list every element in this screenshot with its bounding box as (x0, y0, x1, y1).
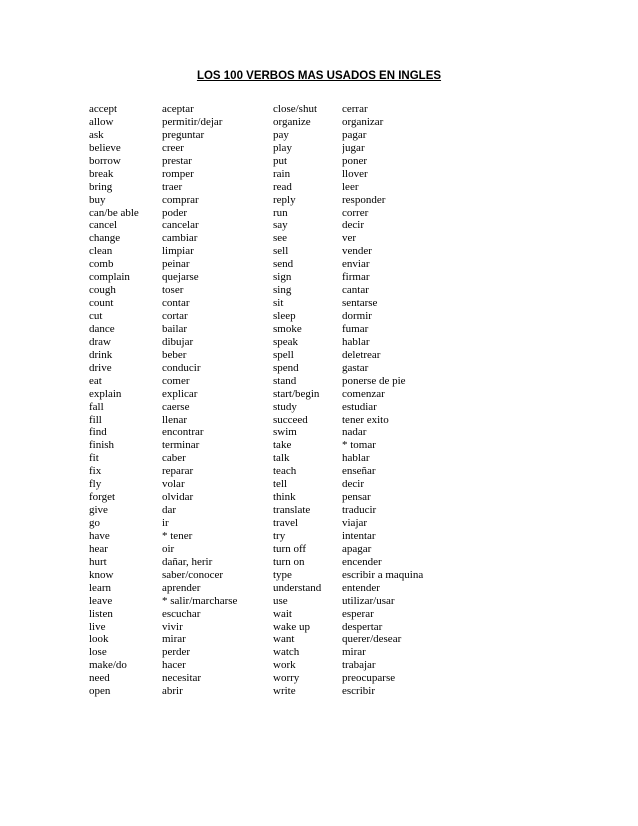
table-row (89, 491, 609, 504)
english-verb-2: wake up (273, 620, 310, 633)
english-verb-2: worry (273, 672, 300, 685)
english-verb-2: send (273, 258, 294, 271)
english-verb-1: have (89, 529, 110, 542)
english-verb-1: hurt (89, 555, 107, 568)
spanish-translation-1: cancelar (162, 219, 199, 232)
table-row (89, 142, 609, 155)
spanish-translation-2: ponerse de pie (342, 374, 406, 387)
table-row (89, 401, 609, 414)
spanish-translation-2: pensar (342, 491, 371, 504)
spanish-translation-1: contar (162, 297, 190, 310)
table-row (89, 543, 609, 556)
english-verb-1: change (89, 232, 121, 245)
spanish-translation-1: caerse (162, 400, 190, 413)
table-row (89, 478, 609, 491)
english-verb-1: finish (89, 439, 115, 452)
english-verb-1: lose (89, 646, 107, 659)
english-verb-1: cut (89, 310, 103, 322)
english-verb-2: want (273, 633, 295, 646)
spanish-translation-2: escribir (342, 685, 375, 698)
spanish-translation-2: esperar (342, 607, 374, 620)
english-verb-2: sign (273, 271, 292, 284)
spanish-translation-2: leer (342, 180, 359, 193)
spanish-translation-1: vivir (162, 620, 183, 633)
english-verb-2: watch (273, 646, 300, 659)
spanish-translation-1: romper (162, 167, 194, 180)
spanish-translation-2: enviar (342, 258, 370, 271)
spanish-translation-1: ir (162, 517, 169, 529)
table-row (89, 129, 609, 142)
spanish-translation-2: decir (342, 478, 364, 491)
table-row (89, 672, 609, 685)
spanish-translation-1: oir (162, 542, 175, 555)
spanish-translation-1: prestar (162, 154, 192, 167)
spanish-translation-1: saber/conocer (162, 568, 224, 581)
table-row (89, 219, 609, 232)
spanish-translation-2: despertar (342, 620, 383, 633)
spanish-translation-2: encender (342, 555, 382, 568)
spanish-translation-2: pagar (342, 128, 367, 141)
english-verb-2: turn off (273, 542, 307, 555)
english-verb-2: work (273, 659, 296, 672)
spanish-translation-2: comenzar (342, 387, 385, 400)
spanish-translation-2: poner (342, 154, 368, 167)
english-verb-2: run (273, 206, 288, 219)
spanish-translation-1: volar (162, 478, 185, 491)
english-verb-2: teach (273, 465, 297, 478)
spanish-translation-2: organizar (342, 115, 384, 128)
english-verb-2: swim (273, 426, 297, 439)
table-row (89, 336, 609, 349)
english-verb-2: type (273, 568, 292, 581)
spanish-translation-1: peinar (162, 258, 190, 271)
english-verb-2: think (273, 491, 296, 504)
english-verb-2: try (273, 529, 286, 542)
english-verb-1: fly (89, 478, 102, 491)
english-verb-2: stand (273, 374, 297, 387)
spanish-translation-1: cambiar (162, 232, 198, 245)
english-verb-1: explain (89, 387, 122, 400)
english-verb-2: take (273, 439, 292, 452)
english-verb-1: fill (89, 413, 102, 426)
english-verb-1: live (89, 620, 106, 633)
english-verb-2: say (273, 219, 288, 232)
english-verb-2: put (273, 154, 288, 167)
english-verb-1: buy (89, 193, 106, 206)
spanish-translation-2: cantar (342, 284, 369, 297)
english-verb-1: dance (89, 322, 115, 335)
english-verb-1: cancel (89, 219, 118, 232)
spanish-translation-2: firmar (342, 271, 370, 284)
spanish-translation-1: abrir (162, 685, 183, 698)
spanish-translation-1: comer (162, 374, 190, 387)
table-row (89, 103, 609, 116)
spanish-translation-2: querer/desear (342, 633, 402, 646)
english-verb-2: study (273, 400, 297, 413)
table-row (89, 608, 609, 621)
english-verb-1: clean (89, 245, 113, 258)
spanish-translation-1: terminar (162, 439, 200, 452)
spanish-translation-1: bailar (162, 322, 188, 335)
spanish-translation-1: aceptar (162, 103, 194, 115)
spanish-translation-2: entender (342, 581, 380, 594)
english-verb-2: smoke (273, 322, 302, 335)
table-row (89, 582, 609, 595)
spanish-translation-2: intentar (342, 529, 376, 542)
table-row (89, 323, 609, 336)
english-verb-2: translate (273, 504, 311, 517)
english-verb-1: count (89, 297, 114, 310)
spanish-translation-2: correr (342, 206, 369, 219)
spanish-translation-1: limpiar (162, 245, 194, 258)
spanish-translation-2: responder (342, 193, 386, 206)
spanish-translation-2: mirar (342, 646, 366, 659)
table-row (89, 530, 609, 543)
spanish-translation-2: hablar (342, 335, 370, 348)
english-verb-1: listen (89, 607, 113, 620)
english-verb-1: give (89, 504, 108, 517)
spanish-translation-1: quejarse (162, 271, 199, 284)
english-verb-2: use (273, 594, 288, 607)
spanish-translation-1: traer (162, 180, 183, 193)
english-verb-1: learn (89, 581, 111, 594)
spanish-translation-2: nadar (342, 426, 367, 439)
spanish-translation-1: olvidar (162, 491, 194, 504)
english-verb-1: drive (89, 361, 112, 374)
table-row (89, 207, 609, 220)
english-verb-2: succeed (273, 413, 308, 426)
spanish-translation-1: perder (162, 646, 191, 659)
english-verb-1: accept (89, 103, 118, 115)
english-verb-2: see (273, 232, 288, 245)
english-verb-2: write (273, 685, 296, 698)
table-row (89, 375, 609, 388)
english-verb-2: start/begin (273, 387, 320, 400)
table-row (89, 517, 609, 530)
spanish-translation-1: conducir (162, 361, 201, 374)
spanish-translation-2: apagar (342, 542, 372, 555)
spanish-translation-2: viajar (342, 517, 368, 529)
spanish-translation-1: preguntar (162, 128, 205, 141)
spanish-translation-2: ver (342, 232, 357, 245)
spanish-translation-1: comprar (162, 193, 199, 206)
table-row (89, 414, 609, 427)
english-verb-1: break (89, 167, 114, 180)
english-verb-2: speak (273, 335, 299, 348)
spanish-translation-1: * tener (162, 529, 193, 542)
spanish-translation-1: cortar (162, 310, 188, 322)
spanish-translation-1: dañar, herir (162, 555, 213, 568)
english-verb-2: wait (273, 607, 292, 620)
table-row (89, 633, 609, 646)
spanish-translation-2: fumar (342, 322, 369, 335)
table-row (89, 194, 609, 207)
spanish-translation-2: escribir a maquina (342, 568, 424, 581)
english-verb-1: believe (89, 141, 121, 154)
table-row (89, 245, 609, 258)
spanish-translation-1: aprender (162, 581, 201, 594)
english-verb-1: need (89, 672, 110, 685)
table-row (89, 595, 609, 608)
table-row (89, 297, 609, 310)
table-row (89, 569, 609, 582)
english-verb-1: find (89, 426, 107, 439)
spanish-translation-1: creer (162, 141, 184, 154)
spanish-translation-2: enseñar (342, 465, 376, 478)
english-verb-1: cough (89, 284, 116, 297)
spanish-translation-2: deletrear (342, 348, 381, 361)
spanish-translation-1: encontrar (162, 426, 204, 439)
english-verb-1: make/do (89, 659, 127, 672)
english-verb-1: fit (89, 452, 99, 465)
spanish-translation-2: tener exito (342, 413, 389, 426)
table-row (89, 349, 609, 362)
spanish-translation-2: decir (342, 219, 364, 232)
english-verb-1: leave (89, 594, 113, 607)
spanish-translation-2: dormir (342, 310, 372, 322)
english-verb-1: ask (89, 128, 104, 141)
english-verb-1: forget (89, 491, 116, 504)
spanish-translation-1: dibujar (162, 335, 194, 348)
table-row (89, 388, 609, 401)
english-verb-1: comb (89, 258, 114, 271)
spanish-translation-1: beber (162, 348, 187, 361)
english-verb-2: organize (273, 115, 311, 128)
spanish-translation-1: * salir/marcharse (162, 594, 238, 607)
spanish-translation-2: hablar (342, 452, 370, 465)
spanish-translation-1: llenar (162, 413, 188, 426)
table-row (89, 659, 609, 672)
english-verb-1: drink (89, 348, 113, 361)
english-verb-1: draw (89, 335, 111, 348)
spanish-translation-1: hacer (162, 659, 186, 672)
table-row (89, 504, 609, 517)
english-verb-2: reply (273, 193, 296, 206)
table-row (89, 465, 609, 478)
english-verb-1: can/be able (89, 206, 139, 219)
table-row (89, 271, 609, 284)
page-title: LOS 100 VERBOS MAS USADOS EN INGLES (196, 70, 442, 82)
english-verb-2: read (273, 180, 292, 193)
table-row (89, 155, 609, 168)
english-verb-1: hear (89, 542, 108, 555)
table-row (89, 556, 609, 569)
english-verb-1: complain (89, 271, 130, 284)
spanish-translation-2: preocuparse (342, 672, 396, 685)
english-verb-2: pay (273, 128, 289, 141)
english-verb-1: go (89, 517, 100, 529)
spanish-translation-1: escuchar (162, 607, 201, 620)
english-verb-1: borrow (89, 154, 121, 167)
spanish-translation-2: trabajar (342, 659, 376, 672)
english-verb-1: eat (89, 374, 102, 387)
table-row (89, 284, 609, 297)
spanish-translation-2: traducir (342, 504, 377, 517)
english-verb-2: close/shut (273, 103, 317, 115)
english-verb-1: fix (89, 465, 102, 478)
spanish-translation-2: estudiar (342, 400, 377, 413)
english-verb-2: travel (273, 517, 299, 529)
table-row (89, 685, 609, 698)
spanish-translation-2: llover (342, 167, 368, 180)
table-row (89, 621, 609, 634)
table-row (89, 646, 609, 659)
verb-table (89, 103, 609, 698)
table-row (89, 310, 609, 323)
spanish-translation-1: mirar (162, 633, 186, 646)
english-verb-1: look (89, 633, 109, 646)
english-verb-2: tell (273, 478, 288, 491)
spanish-translation-2: gastar (342, 361, 369, 374)
table-row (89, 452, 609, 465)
english-verb-2: sleep (273, 310, 296, 322)
spanish-translation-1: permitir/dejar (162, 115, 223, 128)
english-verb-2: rain (273, 167, 291, 180)
spanish-translation-1: caber (162, 452, 186, 465)
spanish-translation-2: utilizar/usar (342, 594, 395, 607)
table-row (89, 426, 609, 439)
spanish-translation-2: cerrar (342, 103, 368, 115)
spanish-translation-2: vender (342, 245, 372, 258)
english-verb-2: spell (273, 348, 294, 361)
english-verb-2: sell (273, 245, 289, 258)
table-row (89, 258, 609, 271)
spanish-translation-1: necesitar (162, 672, 202, 685)
english-verb-2: turn on (273, 555, 305, 568)
english-verb-1: bring (89, 180, 113, 193)
english-verb-2: play (273, 141, 292, 154)
spanish-translation-2: sentarse (342, 297, 378, 310)
english-verb-1: open (89, 685, 111, 698)
english-verb-1: allow (89, 115, 114, 128)
table-row (89, 232, 609, 245)
spanish-translation-2: * tomar (342, 439, 376, 452)
spanish-translation-1: dar (162, 504, 177, 517)
english-verb-2: talk (273, 452, 290, 465)
spanish-translation-1: poder (162, 206, 188, 219)
table-row (89, 362, 609, 375)
english-verb-1: fall (89, 400, 104, 413)
table-row (89, 439, 609, 452)
table-row (89, 116, 609, 129)
table-row (89, 168, 609, 181)
spanish-translation-1: explicar (162, 387, 198, 400)
english-verb-2: understand (273, 581, 322, 594)
spanish-translation-1: toser (162, 284, 184, 297)
table-row (89, 181, 609, 194)
english-verb-2: sit (273, 297, 284, 310)
english-verb-2: sing (273, 284, 292, 297)
english-verb-1: know (89, 568, 114, 581)
spanish-translation-1: reparar (162, 465, 194, 478)
english-verb-2: spend (273, 361, 299, 374)
spanish-translation-2: jugar (342, 141, 365, 154)
